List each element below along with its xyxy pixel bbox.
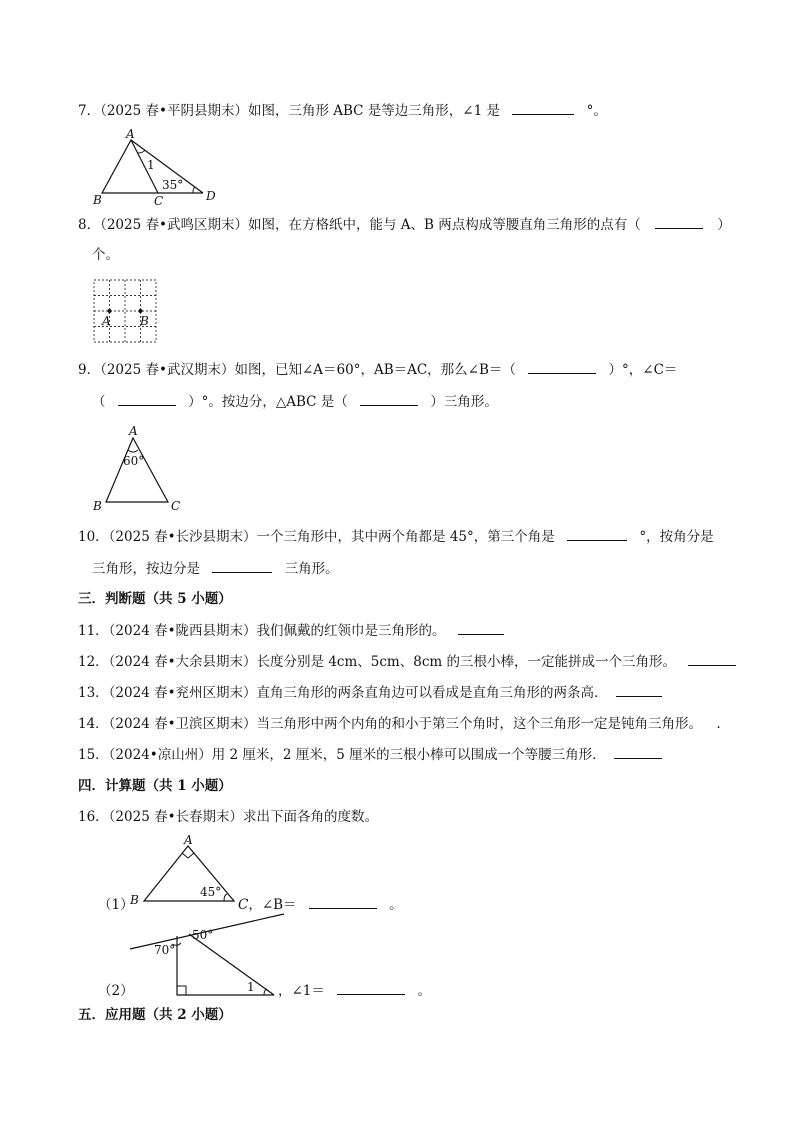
q9-type-blank[interactable]: [360, 393, 418, 406]
q9-label-a: A: [129, 424, 138, 438]
q8-label-a: A: [102, 314, 111, 328]
q13-text: 13．（2024 春•兖州区期末）直角三角形的两条直角边可以看成是直角三角形的两条高．: [78, 685, 608, 701]
q16-p2-answer-text: ，∠1＝: [278, 983, 325, 999]
question-12: [78, 653, 736, 671]
q16-fig2: [128, 910, 298, 1000]
q14-text: 14．（2024 春•卫滨区期末）当三角形中两个内角的和小于第三个角时，这个三角形一定是钝角三角形。: [78, 716, 703, 732]
question-9-line2: [92, 393, 498, 411]
q9-text-mid: ）°，∠C＝: [608, 362, 678, 378]
q11-text: 11．（2024 春•陇西县期末）我们佩戴的红领巾是三角形的。: [78, 623, 446, 639]
q7-label-c: C: [154, 194, 164, 208]
q14-mark: .: [716, 716, 721, 732]
q10-angle-blank[interactable]: [567, 528, 627, 541]
q9-angle-c-blank[interactable]: [118, 393, 176, 406]
q7-label-35: 35°: [162, 178, 184, 192]
question-14: [78, 715, 721, 733]
q7-answer-blank[interactable]: [512, 102, 574, 115]
q8-label-b: B: [140, 314, 149, 328]
q9-line2-end: ）三角形。: [430, 394, 498, 410]
section-4-heading: 四．计算题（共 1 小题）: [78, 778, 232, 794]
q7-label-b: B: [93, 193, 102, 207]
q9-text: 9．（2025 春•武汉期末）如图，已知∠A＝60°，AB＝AC，那么∠B＝（: [78, 362, 516, 378]
q15-text: 15．（2024•凉山州）用 2 厘米，2 厘米，5 厘米的三根小棒可以围成一个等腰三角形．: [78, 747, 606, 763]
q9-label-c: C: [171, 499, 181, 513]
question-13: [78, 684, 662, 702]
q7-text-end: °。: [586, 103, 607, 119]
question-15: [78, 746, 662, 764]
q7-figure: [90, 126, 230, 206]
q7-text: 7．（2025 春•平阴县期末）如图，三角形 ABC 是等边三角形，∠1 是: [78, 103, 500, 119]
q12-answer-blank[interactable]: [688, 653, 736, 666]
q16-fig2-label-1: 1: [247, 980, 255, 994]
q16-text: 16．（2025 春•长春期末）求出下面各角的度数。: [78, 809, 379, 825]
question-7: [78, 102, 607, 120]
q16-p2-label: （2）: [98, 983, 134, 999]
q10-text: 10．（2025 春•长沙县期末）一个三角形中，其中两个角都是 45°，第三个角是: [78, 529, 555, 545]
section-5-heading: 五．应用题（共 2 小题）: [78, 1007, 232, 1023]
q10-side-type-blank[interactable]: [212, 560, 272, 573]
q7-label-1: 1: [147, 158, 155, 172]
section-3-heading: 三．判断题（共 5 小题）: [78, 591, 232, 607]
q16-p2-answer-end: 。: [417, 983, 431, 999]
q8-text: 8．（2025 春•武鸣区期末）如图，在方格纸中，能与 A、B 两点构成等腰直角三角形的点有（: [78, 217, 641, 233]
q9-figure: [92, 424, 192, 514]
q16-fig1-label-b: B: [130, 893, 139, 907]
q9-angle-b-blank[interactable]: [528, 361, 596, 374]
q16-p1-answer-text: ，∠B＝: [248, 897, 297, 913]
q10-text-mid: °，按角分是: [639, 529, 714, 545]
q9-line2-open: （: [92, 394, 106, 410]
q15-answer-blank[interactable]: [614, 746, 662, 759]
q8-text-line2: 个。: [92, 247, 119, 263]
q13-answer-blank[interactable]: [616, 684, 662, 697]
question-11: [78, 622, 504, 640]
q7-label-a: A: [126, 127, 135, 141]
question-10: [78, 528, 714, 546]
q16-fig1-label-a: A: [184, 833, 193, 847]
q16-p2-answer-blank[interactable]: [337, 982, 405, 995]
q10-line2-end: 三角形。: [284, 561, 339, 577]
q9-label-60: 60°: [123, 454, 145, 468]
q16-fig2-label-50: 50°: [192, 928, 214, 942]
q16-fig2-label-70: 70°: [154, 943, 176, 957]
q12-text: 12．（2024 春•大余县期末）长度分别是 4cm、5cm、8cm 的三根小棒，一定能拼成一个三角形。: [78, 654, 676, 670]
q7-label-d: D: [206, 189, 216, 203]
q16-p1-answer-blank[interactable]: [309, 896, 377, 909]
q16-p1-answer-end: 。: [389, 897, 403, 913]
q8-text-end: ）: [717, 217, 731, 233]
q16-p1-label: （1）: [98, 897, 134, 913]
q8-grid-figure: [92, 278, 162, 348]
question-8-line2: [92, 246, 119, 264]
question-9: [78, 361, 677, 379]
q16-part2-answer: [278, 982, 431, 1000]
q16-part2: [98, 982, 134, 1000]
question-16: [78, 808, 378, 826]
q16-fig1-label-45: 45°: [200, 885, 222, 899]
q9-line2-mid: ）°。按边分，△ABC 是（: [188, 394, 348, 410]
question-8: [78, 216, 731, 234]
q16-fig1-label-c: C: [238, 897, 249, 913]
q11-answer-blank[interactable]: [458, 622, 504, 635]
q9-label-b: B: [93, 499, 102, 513]
q8-answer-blank[interactable]: [655, 216, 703, 229]
q10-line2-text: 三角形，按边分是: [92, 561, 200, 577]
question-10-line2: [92, 560, 339, 578]
